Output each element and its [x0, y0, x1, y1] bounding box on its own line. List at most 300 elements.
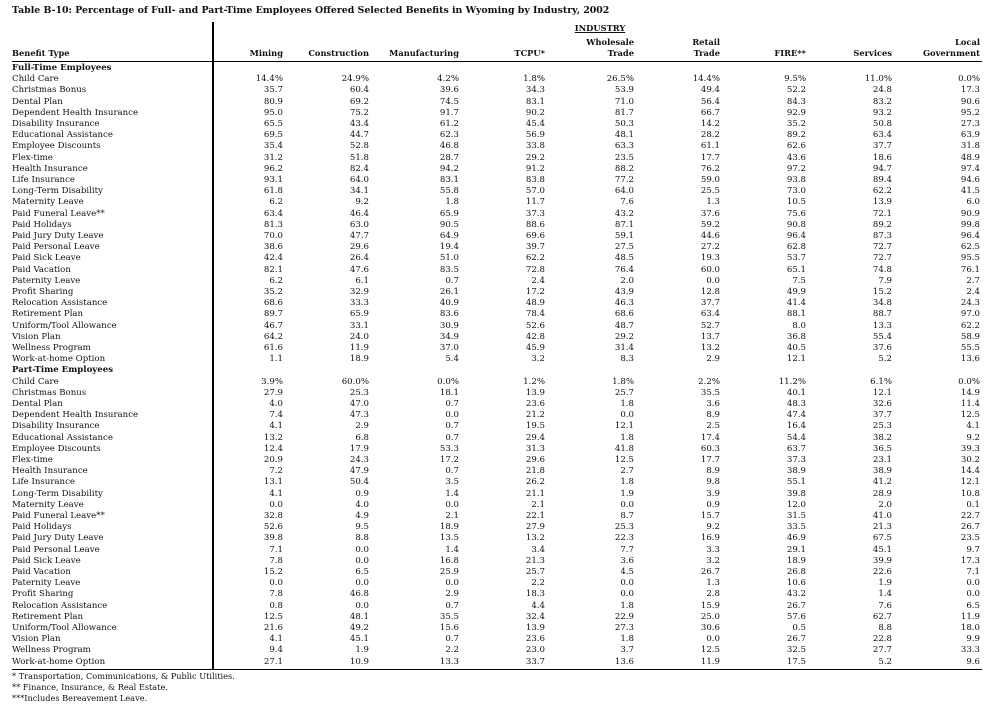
table-cell: 59.0: [700, 175, 720, 185]
table-cell: 48.7: [614, 320, 634, 331]
table-cell: 22.6: [872, 567, 892, 577]
benefit-label: Disability Insurance: [12, 119, 100, 129]
table-cell: 44.6: [700, 231, 720, 241]
table-cell: 0.0: [355, 600, 369, 611]
table-cell: 31.4: [614, 343, 634, 353]
table-cell: 16.9: [700, 533, 720, 544]
benefit-label: Paternity Leave: [12, 275, 81, 286]
table-cell: 89.2: [786, 130, 806, 141]
table-cell: 95.5: [960, 253, 980, 264]
table-cell: 11.4: [960, 399, 980, 409]
table-cell: 1.8: [620, 432, 634, 443]
table-cell: 46.8: [349, 589, 369, 600]
table-row: [0, 556, 1008, 567]
table-cell: 4.0: [355, 499, 369, 510]
table-cell: 52.6: [263, 522, 283, 533]
table-cell: 22.9: [614, 611, 634, 622]
table-cell: 24.3: [960, 298, 980, 309]
table-cell: 0.9: [355, 488, 369, 499]
table-cell: 14.2: [700, 119, 720, 129]
table-cell: 82.4: [349, 163, 369, 174]
table-cell: 94.2: [439, 163, 459, 174]
table-cell: 16.4: [786, 421, 806, 432]
table-cell: 28.2: [700, 130, 720, 141]
benefit-label: Health Insurance: [12, 163, 88, 174]
benefit-label: Dependent Health Insurance: [12, 107, 139, 118]
benefit-label: Paid Jury Duty Leave: [12, 533, 104, 544]
table-cell: 6.0: [966, 197, 980, 208]
benefit-label: Maternity Leave: [12, 499, 84, 510]
table-row: [0, 321, 1008, 332]
table-cell: 55.5: [960, 343, 980, 353]
table-cell: 63.7: [786, 443, 806, 454]
table-cell: 17.2: [525, 287, 545, 297]
table-cell: 9.9: [966, 634, 980, 645]
benefit-label: Paid Vacation: [12, 264, 71, 275]
table-cell: 35.2: [786, 119, 806, 129]
table-cell: 29.6: [525, 455, 545, 465]
table-row: [0, 578, 1008, 589]
table-cell: 13.3: [439, 656, 459, 667]
table-cell: 7.1: [269, 544, 283, 555]
table-cell: 41.0: [872, 511, 892, 521]
table-cell: 9.8: [706, 477, 720, 488]
table-cell: 88.7: [872, 309, 892, 320]
table-cell: 0.0: [620, 410, 634, 421]
benefit-label: Paid Jury Duty Leave: [12, 231, 104, 241]
benefit-label: Paid Vacation: [12, 567, 71, 577]
table-cell: 43.9: [614, 287, 634, 297]
table-cell: 2.1: [445, 511, 459, 521]
bottom-rule: [12, 669, 982, 670]
table-cell: 37.7: [700, 298, 720, 309]
table-cell: 6.5: [355, 567, 369, 577]
table-cell: 88.1: [786, 309, 806, 320]
table-cell: 93.1: [263, 175, 283, 185]
table-row: [0, 612, 1008, 623]
table-cell: 11.2%: [778, 376, 806, 387]
table-cell: 0.0%: [958, 74, 980, 85]
table-cell: 47.9: [349, 466, 369, 477]
table-cell: 30.9: [439, 320, 459, 331]
table-row: [0, 97, 1008, 108]
table-row: [0, 332, 1008, 343]
table-cell: 35.2: [263, 287, 283, 297]
table-cell: 42.8: [525, 331, 545, 342]
table-cell: 4.1: [269, 634, 283, 645]
table-cell: 24.9%: [341, 74, 369, 85]
benefit-label: Retirement Plan: [12, 611, 84, 622]
column-header-2-line2: Construction: [308, 48, 369, 58]
table-cell: 47.7: [349, 231, 369, 241]
table-cell: 12.1: [786, 354, 806, 365]
table-cell: 0.0: [355, 555, 369, 566]
table-cell: 3.6: [620, 555, 634, 566]
table-cell: 92.9: [786, 107, 806, 118]
table-row: [0, 657, 1008, 668]
industry-header: INDUSTRY: [574, 23, 626, 33]
benefit-label: Maternity Leave: [12, 197, 84, 208]
table-cell: 24.3: [349, 455, 369, 465]
table-row: [0, 287, 1008, 298]
table-cell: 44.7: [349, 130, 369, 141]
table-cell: 15.6: [439, 623, 459, 633]
table-cell: 77.2: [614, 175, 634, 185]
table-cell: 12.5: [700, 645, 720, 656]
table-cell: 60.4: [349, 85, 369, 96]
table-cell: 0.0: [355, 578, 369, 589]
benefit-type-header: Benefit Type: [12, 48, 70, 58]
table-cell: 10.6: [786, 578, 806, 589]
table-cell: 76.1: [960, 264, 980, 275]
table-cell: 21.1: [525, 488, 545, 499]
table-cell: 60.3: [700, 443, 720, 454]
table-cell: 82.1: [263, 264, 283, 275]
table-cell: 6.1%: [870, 376, 892, 387]
table-cell: 40.5: [786, 343, 806, 353]
table-cell: 50.8: [872, 119, 892, 129]
table-cell: 48.9: [525, 298, 545, 309]
table-cell: 13.9: [525, 623, 545, 633]
table-cell: 63.0: [349, 219, 369, 230]
table-cell: 6.8: [355, 432, 369, 443]
table-cell: 2.2%: [698, 376, 720, 387]
table-cell: 46.7: [263, 320, 283, 331]
table-cell: 31.2: [263, 152, 283, 163]
table-cell: 9.5: [355, 522, 369, 533]
table-row: [0, 231, 1008, 242]
table-row: [0, 500, 1008, 511]
benefit-label: Child Care: [12, 376, 59, 387]
table-cell: 74.8: [872, 264, 892, 275]
table-cell: 0.0: [706, 275, 720, 286]
table-cell: 55.8: [439, 186, 459, 197]
table-cell: 88.2: [614, 163, 634, 174]
table-cell: 32.6: [872, 399, 892, 409]
table-cell: 97.2: [786, 163, 806, 174]
table-cell: 1.8: [620, 477, 634, 488]
table-cell: 51.0: [439, 253, 459, 264]
table-cell: 95.2: [960, 107, 980, 118]
table-cell: 13.6: [614, 656, 634, 667]
benefit-label: Work-at-home Option: [12, 354, 106, 365]
table-cell: 12.1: [872, 387, 892, 398]
table-cell: 12.1: [960, 477, 980, 488]
table-cell: 46.8: [439, 141, 459, 152]
table-cell: 26.8: [786, 567, 806, 577]
table-cell: 66.7: [700, 107, 720, 118]
table-cell: 25.7: [525, 567, 545, 577]
table-cell: 94.7: [872, 163, 892, 174]
table-cell: 17.5: [786, 656, 806, 667]
benefit-label: Vision Plan: [12, 331, 61, 342]
table-cell: 27.5: [614, 242, 634, 253]
table-cell: 46.9: [786, 533, 806, 544]
table-cell: 17.3: [960, 85, 980, 96]
table-cell: 19.5: [525, 421, 545, 432]
table-cell: 1.3: [706, 578, 720, 589]
table-cell: 18.1: [439, 387, 459, 398]
table-cell: 8.8: [355, 533, 369, 544]
table-cell: 45.4: [525, 119, 545, 129]
table-cell: 21.8: [525, 466, 545, 477]
column-header-8-line2: Services: [853, 48, 892, 58]
table-cell: 58.9: [960, 331, 980, 342]
benefit-label: Profit Sharing: [12, 589, 74, 600]
table-cell: 39.6: [439, 85, 459, 96]
table-row: [0, 377, 1008, 388]
table-cell: 7.1: [966, 567, 980, 577]
table-cell: 24.0: [349, 331, 369, 342]
table-cell: 7.4: [269, 410, 283, 421]
table-cell: 0.9: [706, 499, 720, 510]
table-cell: 87.3: [872, 231, 892, 241]
table-cell: 83.6: [439, 309, 459, 320]
table-cell: 18.9: [349, 354, 369, 365]
table-cell: 0.0: [620, 589, 634, 600]
table-cell: 1.8%: [523, 74, 545, 85]
table-cell: 18.3: [525, 589, 545, 600]
table-cell: 2.5: [706, 421, 720, 432]
table-cell: 61.1: [700, 141, 720, 152]
table-cell: 38.2: [872, 432, 892, 443]
benefit-label: Relocation Assistance: [12, 298, 108, 309]
table-cell: 52.7: [700, 320, 720, 331]
table-cell: 57.0: [525, 186, 545, 197]
benefit-label: Flex-time: [12, 455, 53, 465]
table-row: [0, 209, 1008, 220]
table-cell: 1.9: [355, 645, 369, 656]
table-cell: 9.5%: [784, 74, 806, 85]
table-cell: 18.9: [786, 555, 806, 566]
table-cell: 26.1: [439, 287, 459, 297]
table-cell: 80.9: [263, 96, 283, 107]
table-cell: 62.6: [786, 141, 806, 152]
table-cell: 0.0: [966, 589, 980, 600]
table-cell: 39.7: [525, 242, 545, 253]
table-cell: 64.9: [439, 231, 459, 241]
table-cell: 52.8: [349, 141, 369, 152]
benefit-label: Life Insurance: [12, 175, 75, 185]
table-cell: 64.2: [263, 331, 283, 342]
table-cell: 0.0: [445, 499, 459, 510]
table-row: [0, 522, 1008, 533]
table-cell: 25.0: [700, 611, 720, 622]
table-cell: 10.8: [960, 488, 980, 499]
table-row: [0, 455, 1008, 466]
table-cell: 10.5: [786, 197, 806, 208]
table-cell: 11.9: [700, 656, 720, 667]
table-cell: 22.8: [872, 634, 892, 645]
table-row: [0, 410, 1008, 421]
table-cell: 0.5: [792, 623, 806, 633]
table-row: [0, 545, 1008, 556]
table-cell: 25.5: [700, 186, 720, 197]
table-cell: 1.8: [620, 399, 634, 409]
table-cell: 21.3: [525, 555, 545, 566]
table-cell: 33.5: [786, 522, 806, 533]
table-cell: 1.9: [620, 488, 634, 499]
table-cell: 43.6: [786, 152, 806, 163]
table-cell: 0.0: [445, 410, 459, 421]
table-row: [0, 511, 1008, 522]
table-cell: 17.4: [700, 432, 720, 443]
table-cell: 33.1: [349, 320, 369, 331]
table-cell: 15.7: [700, 511, 720, 521]
table-cell: 27.3: [614, 623, 634, 633]
table-cell: 88.6: [525, 219, 545, 230]
table-cell: 7.6: [620, 197, 634, 208]
benefit-label: Paid Funeral Leave**: [12, 511, 105, 521]
table-row: [0, 85, 1008, 96]
benefit-label: Disability Insurance: [12, 421, 100, 432]
table-cell: 2.4: [531, 275, 545, 286]
table-cell: 21.2: [525, 410, 545, 421]
table-cell: 0.0%: [437, 376, 459, 387]
table-cell: 3.3: [706, 544, 720, 555]
table-cell: 35.7: [263, 85, 283, 96]
table-cell: 49.9: [786, 287, 806, 297]
table-cell: 68.6: [614, 309, 634, 320]
table-cell: 4.1: [269, 488, 283, 499]
table-cell: 45.1: [349, 634, 369, 645]
benefit-label: Employee Discounts: [12, 141, 101, 152]
column-header-6-line2: Trade: [693, 48, 720, 58]
table-cell: 3.4: [531, 544, 545, 555]
table-cell: 17.7: [700, 455, 720, 465]
table-row: [0, 175, 1008, 186]
table-cell: 93.8: [786, 175, 806, 185]
table-cell: 25.3: [614, 522, 634, 533]
table-cell: 7.5: [792, 275, 806, 286]
table-cell: 12.8: [700, 287, 720, 297]
table-cell: 95.0: [263, 107, 283, 118]
table-cell: 47.4: [786, 410, 806, 421]
benefit-label: Uniform/Tool Allowance: [12, 320, 117, 331]
table-cell: 62.5: [960, 242, 980, 253]
table-cell: 62.2: [525, 253, 545, 264]
table-cell: 49.2: [349, 623, 369, 633]
table-cell: 17.7: [700, 152, 720, 163]
table-row: [0, 567, 1008, 578]
benefit-label: Educational Assistance: [12, 130, 113, 141]
table-cell: 14.4: [960, 466, 980, 477]
table-cell: 1.3: [706, 197, 720, 208]
table-cell: 23.6: [525, 634, 545, 645]
table-cell: 65.9: [349, 309, 369, 320]
column-header-9-line1: Local: [955, 37, 980, 47]
table-cell: 26.2: [525, 477, 545, 488]
table-cell: 2.4: [966, 287, 980, 297]
table-cell: 89.4: [872, 175, 892, 185]
table-cell: 0.1: [966, 499, 980, 510]
table-cell: 48.1: [349, 611, 369, 622]
table-cell: 48.1: [614, 130, 634, 141]
table-cell: 0.7: [445, 432, 459, 443]
table-cell: 60.0%: [341, 376, 369, 387]
table-cell: 26.7: [960, 522, 980, 533]
table-cell: 7.7: [620, 544, 634, 555]
table-cell: 57.6: [786, 611, 806, 622]
table-cell: 41.4: [786, 298, 806, 309]
table-cell: 32.5: [786, 645, 806, 656]
table-cell: 61.6: [263, 343, 283, 353]
table-cell: 12.0: [786, 499, 806, 510]
table-cell: 41.2: [872, 477, 892, 488]
table-cell: 63.9: [960, 130, 980, 141]
table-cell: 61.2: [439, 119, 459, 129]
table-cell: 34.1: [349, 186, 369, 197]
table-cell: 0.0%: [958, 376, 980, 387]
table-cell: 27.3: [960, 119, 980, 129]
table-cell: 19.3: [700, 253, 720, 264]
table-cell: 1.4: [445, 488, 459, 499]
benefit-label: Employee Discounts: [12, 443, 101, 454]
table-cell: 97.0: [960, 309, 980, 320]
table-cell: 36.8: [786, 331, 806, 342]
table-cell: 1.8: [620, 600, 634, 611]
table-cell: 2.1: [531, 499, 545, 510]
table-cell: 8.9: [706, 410, 720, 421]
table-cell: 41.5: [960, 186, 980, 197]
table-cell: 0.0: [269, 499, 283, 510]
table-cell: 48.3: [786, 399, 806, 409]
table-cell: 68.6: [263, 298, 283, 309]
table-cell: 94.6: [960, 175, 980, 185]
section-heading: Part-Time Employees: [12, 365, 114, 376]
table-cell: 23.5: [960, 533, 980, 544]
table-cell: 37.6: [700, 208, 720, 219]
table-cell: 72.7: [872, 242, 892, 253]
table-cell: 39.9: [872, 555, 892, 566]
table-cell: 8.7: [620, 511, 634, 521]
table-cell: 91.7: [439, 107, 459, 118]
table-cell: 49.4: [700, 85, 720, 96]
table-cell: 3.5: [445, 477, 459, 488]
benefit-label: Vision Plan: [12, 634, 61, 645]
benefit-label: Christmas Bonus: [12, 387, 87, 398]
table-cell: 62.2: [872, 186, 892, 197]
table-cell: 11.7: [525, 197, 545, 208]
benefit-label: Wellness Program: [12, 645, 91, 656]
table-cell: 0.0: [269, 578, 283, 589]
table-cell: 13.9: [872, 197, 892, 208]
table-cell: 3.6: [706, 399, 720, 409]
table-cell: 1.8: [620, 634, 634, 645]
table-cell: 1.9: [878, 578, 892, 589]
table-row: [0, 276, 1008, 287]
table-cell: 23.0: [525, 645, 545, 656]
benefit-label: Health Insurance: [12, 466, 88, 477]
table-cell: 17.2: [439, 455, 459, 465]
table-row: [0, 388, 1008, 399]
table-cell: 15.2: [872, 287, 892, 297]
table-cell: 46.3: [614, 298, 634, 309]
benefit-label: Life Insurance: [12, 477, 75, 488]
table-cell: 59.2: [700, 219, 720, 230]
benefit-label: Paid Funeral Leave**: [12, 208, 105, 219]
table-row: [0, 130, 1008, 141]
table-cell: 33.3: [349, 298, 369, 309]
table-cell: 2.0: [620, 275, 634, 286]
benefit-label: Flex-time: [12, 152, 53, 163]
table-cell: 64.0: [349, 175, 369, 185]
benefit-label: Child Care: [12, 74, 59, 85]
table-cell: 33.8: [525, 141, 545, 152]
table-cell: 12.5: [614, 455, 634, 465]
table-cell: 23.1: [872, 455, 892, 465]
table-cell: 21.3: [872, 522, 892, 533]
